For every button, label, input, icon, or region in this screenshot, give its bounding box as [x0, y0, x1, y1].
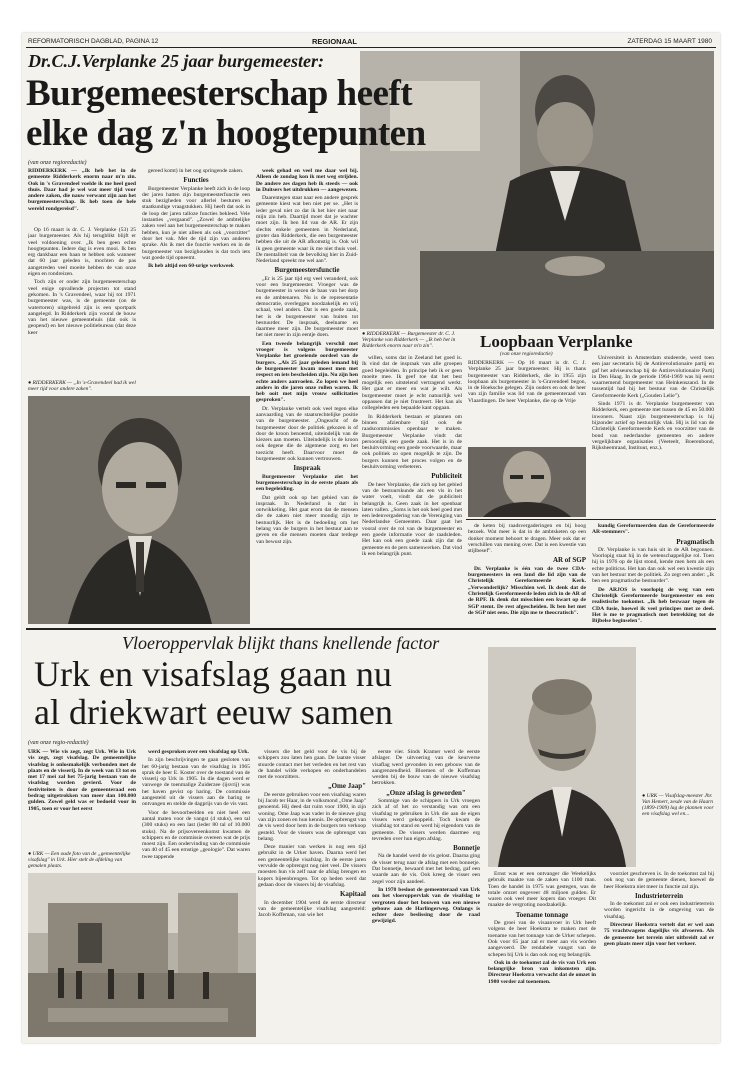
paragraph: Na de handel werd de vis gelost. Daarna ging de visser terug naar de afslag met een bonnetje. Dat bonnetje, bewaard met het bedrag, gaf een waarde aan de vis. Ook kreeg de visser een zegel voor zijn aandeel. [372, 853, 480, 885]
article2-col2 [142, 749, 250, 871]
newspaper-page [22, 33, 720, 1043]
paragraph: Een tweede belangrijk verschil met vroeger is volgens burgemeester Verplanke het groeiende oordeel van de burgers. „Als 25 jaar geleden iemand bij de burgemeester kwam moest men met respect en iets bescheiden zijn. Nu zijn hen echte anders aanvoelen. Zo lopen we heel anders in die jaren onze rollen waren. Ik heb ooit met mijn vrouw sollicitaties gesproken". [256, 340, 358, 404]
paragraph: Sommige van de schippers in Urk vroegen zich af of het zo verstandig was om een visafslag te gebruiken in Urk die aan de eigen vissers werd gekoppeld. Toch kwam de visafslag tot stand en werd hij eigendom van de gemeente. De vissers werden daarmee erg tevreden over hun eigen afslag. [372, 798, 480, 842]
article1-photo-caption: ● RIDDERKERK — Burgemeester dr. C. J. Verplanke van Ridderkerk — „Ik heb het in Ridderkerk enorm naar m'n zin". [362, 331, 456, 350]
header-section: REGIONAAL [312, 37, 357, 46]
article2-byline: (van onze regio-redactie) [28, 740, 89, 746]
article1-byline: (van onze regioredactie) [28, 160, 87, 166]
article1-col3 [256, 168, 358, 623]
paragraph: voorziet geschreven is. In de toekomst zal hij ook nog van de gemeente dienen, hoewel de heer Hoekstra niet meer in functie zal zijn. [604, 871, 714, 890]
subhead-inspraak: Inspraak [293, 464, 321, 473]
paragraph: de keten bij raadsvergaderingen en bij hoog bezoek. Wat meer is dat in de ambtsketen op een donker moment behoort te dragen. Meer ook dat er verschillen van mening over. Dat is een kwestie van stijlbesef". [468, 523, 586, 555]
paragraph: Ernst was er een ontvanger die Weekelijks gebruik maakte van de zaken van 1100 man. Toen de handel in 1975 was gestegen, was de totale omzet ongeveer 48 miljoen gulden. Er waren ook veel meer kopers dan vroeger. Dit maakte de vergroting noodzakelijk. [488, 871, 596, 909]
urk-old-photo [28, 873, 256, 1037]
article1-lead: RIDDERKERK — „Ik heb het in de gemeente Ridderkerk enorm naar m'n zin. Ook in 's Gravendeel voelde ik me heel goed thuis. Daar had je wel wat meer tijd voor andere zaken, die nauw verwant zijn aan het burgemeesterschap. Ik heb toen de hele wereld rondgereisd". [28, 168, 136, 212]
paragraph: vissers die het geld voor de vis bij de schippers zou laten hen gaan. De laatste visser stuurde contact met het verleden en het rest van de handel wilde verkopen en onderhandelen met de voorzitters. [258, 749, 366, 781]
paragraph: Dat geldt ook op het gebied van de inspraak. In Nederland is dat in ontwikkeling. Het gaat erom dat de mensen die de zaken niet meer mondig zijn te bestuurlijk. Het is de bedoeling om het belang van de burgers in het bestuur aan te geven en die mensen moeten daar terdege van bewust zijn. [256, 494, 358, 545]
paragraph: gereed komt) in het oog springende zaken. [148, 168, 244, 174]
subhead-pragmatisch: Pragmatisch [676, 537, 714, 546]
paragraph: Dr. Verplanke is één van de twee CDA-burgemeesters in een land die lid zijn van de Christelijk Gereformeerde Kerk. „Verwonderlijk? Misschien wel. Ik denk dat de Christelijk Gereformeerde leden zich in de AR of de RPF. Ik denk dat misschien een kwart op de SGP stemt. De rest afgescheiden. Ik ben het met de SGP niet eens. Die zijn me te theocratisch". [468, 565, 586, 616]
paragraph: In 1978 besloot de gemeenteraad van Urk om het vloeroppervlak van de visafslag te vergroten door het bouwen van een nieuwe gebouw aan de Harlingerweg. Onlangs is echter deze beslissing door de raad gewijzigd. [372, 886, 480, 925]
article2-photo-caption: ● URK — Een oude foto van de „gemeentelijke visafslag" in Urk. Hier stelt de afdeling van gemalen plaats. [28, 851, 131, 870]
subhead-industrieterrein: Industrieterrein [634, 891, 684, 900]
article1-headline-line2: elke dag z'n hoogtepunten [26, 113, 426, 154]
paragraph: Deze manier van werken is nog een tijd gebruikt in de Urker haven. Daarna werd het een gemeentelijke visafslag. In de eerste jaren vervulde de opbrengst nog niet veel. De vissers moesten hun vis zelf naar de afslag brengen en kopers bijeenbrengen. Tot op heden werd dat gedaan door de vissers bij de visafslag. [258, 844, 366, 888]
van-hemert-portrait [488, 647, 636, 867]
paragraph: willen, soms dat in Zeeland het goed is. Ik vind dat de inspraak van alle groepen goed begeleiden. In principe heb ik er geen moeite mee. Ik geef toe dat het best mogelijk een uitstelend vertragend werkt. Het gaat er meer en wat je wilt. Als burgemeester moet je echt natuurlijk wel oppassen dat je niet frustreert. Het kan als collegeleden een bepaalde kant opgaan. [362, 355, 462, 412]
paragraph: Universiteit in Amsterdam studeerde, werd toen een jaar secretaris bij de Antirevolutionaire partij en gaf het adviseurschap bij de Antirevolutionaire Partij in Den Haag. In de periode 1964-1969 was hij eerst waarnemend burgemeester van Heinkenszand. In de tussentijd had hij het bestuur van de Christelijk Gereformeerde Kerk („Gouden Lelie"). [592, 355, 714, 399]
subhead-kapitaal: Kapitaal [339, 890, 366, 899]
visafslag-illustration [28, 873, 256, 1037]
paragraph: De groei van de visaanvoer in Urk heeft volgens de heer Hoekstra te maken met de toename van het tonnage van de Urker schepen. Ook voor 65 jaar zal er meer aan vis worden aangevoerd. De rendabele vangst van de schepen bij Urk is dan ook nog erg belangrijk. [488, 920, 596, 958]
article2-col5 [488, 871, 596, 1039]
paragraph: Burgemeester Verplanke ziet het burgemeesterschap in de eerste plaats als een begeleiding. [256, 473, 358, 493]
paragraph: Sinds 1971 is dr. Verplanke burgemeester van Ridderkerk, een gemeente met tussen de 45 en 50.000 inwoners. Naast zijn burgemeesterschap is hij bijzonder actief op bestuurlijk vlak. Hij is lid van de Christelijk Gereformeerde Kerk en voorzitter van de bond van nederlandse gemeenten en andere vergelijkbare organisaties (Veeteelt, Boerenbond, Rijksheemraad, Instituut, enz.). [592, 401, 714, 452]
subhead-ome-jaap: „Ome Jaap" [328, 782, 366, 791]
article2-kicker: Vloeroppervlak blijkt thans knellende factor [122, 633, 440, 653]
article2-lead: URK — Wie vis zegt, zegt Urk. Wie in Urk vis zegt, zegt visafslag. De gemeentelijke visafslag is onlosmakelijk verbonden met de plaats en de visserij. In de week van 13 tot en met 17 mei zal het 75-jarig bestaan van de visafslag worden gevierd. Voor de festiviteiten is door de gemeenteraad een bedrag uitgetrokken van meer dan 100.000 gulden. Zowel geld was er bedoeld voor in 1905, toen er voor het eerst [28, 749, 136, 812]
paragraph: „Er is 25 jaar tijd erg veel veranderd, ook voor een burgemeester. Vroeger was de burgemeester in wezen de baas van het dorp en de ambtenaren. Nu is de representatie democratie, overleggen noodzakelijk en vrij schaal, veel anders. Dat is een goede zaak, het is de burgemeester van buiten tot bestuurder. De inspraak, deelname en daarmee meer zijn. De burgemeester moet het niet meer in zijn eentje doen. [256, 275, 358, 339]
paragraph: Daarentegen staat naar een andere gesprek gemeente kiest wat ben niet per se. „Het is ieder geval niet zo dat ik het hier niet naar mijn zin heb. Daartijd moet dat je wachter moet zijn. Ik ben lid van de AR. Er zijn slechts enkele gemeenten in Nederland, groter dan Ridderkerk, die een burgemeester hebben die uit de AR afkomstig is. Ook wil ik geen gemeente waar ik me niet thuis voel. De mentaliteit van de bevolking hier in Zuid-Nederland spreekt me wel aan". [256, 195, 358, 265]
subhead-functies: Functies [183, 176, 209, 185]
verplanke-desk-illustration [360, 51, 714, 329]
paragraph: In zijn beschrijvingen te gaan gesloten van het 60-jarig bestaan van de visafslag in 1965 sprak de heer E. Koster over de toestand van de visserij op Urk in 1905. In die dagen werd er vanwege de toenmalige Zuiderzee (ijsvrij) was het haven gevist op haring. De commissie aangesteld uit de vissers aan de haring te ontvangen en stelde de dagprijs van de vis vast. [142, 757, 250, 808]
article2-headline-line2: al driekwart eeuw samen [34, 692, 393, 732]
subhead-ar-of-sgp: AR of SGP [552, 556, 586, 565]
paragraph: Ik heb altijd een 60-urige werkweek [148, 263, 234, 270]
paragraph: Dr. Verplanke vertelt ook veel tegen elke aanvaarding van de staatsrechtelijke positie van de burgemeester. „Ongeacht of de burgemeester door de politiek gekozen is of door de kroon benoemd, uiteindelijk van de kiezers aan moeten. Uiteindelijk is de kroon ook degene die de algemene zorg en het toezicht heeft. Daarvoor moet de burgemeester ook kunnen vertrouwen. [256, 405, 358, 463]
article2-headline-line1: Urk en visafslag gaan nu [34, 654, 392, 694]
paragraph: Burgemeester Verplanke heeft zich in de loop der jaren hatten zijn burgemeesterfunctie een stuk bezigheden voor allerlei besturen en staatkundige vraagstukken. Hij heeft dat ook in de loop der jaren talloze functies bekleed. Vele instanties „vergaand". „Zowel de ambtelijke zaken veel aan het burgemeesterschap te maken hebben, kun je niet alleen als ook „voorzitter" door het vak. Met de tijd zijn van anderen sprake. Als ik met die functie werken en in de burgemeester van bezighouden is dat toch iets wat goede tijd opneemt. [142, 185, 250, 261]
paragraph: De heer Verplanke, die zich op het gebied van de bestuurskunde als een vis in het water voelt, vindt dat de publiciteit belangrijk is. Geen zaak in het openbaar laten vallen. „Soms is het ook heel goed met een ledenvergadering van de Vereniging van Nederlandse Gemeenten. Daar gaat het vooral over de rol van de burgemeester en een goede informatie voor de raadsleden. Het kan ook een goede zaak zijn dat de gemeente en de pers samenwerken. Dat vind ik een belangrijk punt. [362, 481, 462, 557]
paragraph: Dr. Verplanke is van huis uit in de AR begonnen. Voorlopig staat hij in de wetenschappelijke rol. Toen hij in 1976 op de lijst stond, kende men hem als een echte politicus. Het kan dan ook wel een kwestie zijn van het bestuur met de politiek. Zo zegt een ander: „Ik ben een pragmatische bestuurder". [592, 546, 714, 585]
paragraph: De eerste gebruiken voor een visafslag waren bij Jacob ter Haar, in de volksmond „Ome Jaap" genoemd. Hij deed dat ruim voor 1900, in zijn woning. Ome Jaap was vader in de nieuwe ging van zijn zonen en hun kennis. De opbrengst van de vis werd door hem in de burgers ten verkoop gesteld. Voor de vissers was de opbrengst van belang. [258, 791, 366, 842]
small-portrait-illustration [468, 447, 586, 517]
article1-kicker: Dr.C.J.Verplanke 25 jaar burgemeester: [28, 51, 325, 71]
sidebar-col1: RIDDERKERK — Op 16 maart is dr. C. J. Verplanke 25 jaar burgemeester. Hij is thans burgemeester van Ridderkerk, die in 1955 zijn loopbaan als burgemeester in 's-Gravendeel begon, in de Hoeksche gelegen. Zijn ouders en ook de heer van zijn familie was lid van de gemeenteraad van Vlaardingen. De heer Verplanke, die op de Vrije [468, 360, 586, 404]
article1-col2 [142, 168, 250, 393]
sidebar-col2 [592, 355, 714, 515]
header-left: REFORMATORISCH DAGBLAD, PAGINA 12 [28, 38, 159, 45]
article-separator [26, 628, 716, 630]
paragraph: kundig Gereformeerden dan de Gereformeerde AR-stemmers". [592, 523, 714, 536]
van-hemert-illustration [488, 647, 636, 867]
subhead-toename-tonnage: Toename tonnage [515, 910, 569, 919]
paragraph: eerste vier. Sinds Kramer werd de eerste afslager. De uitvoering van de keurverse visaflag werd gevonden in een gebouw van de aangrenzendheid. Bloemen of de Koffeman werden bij de bouw van de nieuwe visafslag betrokken. [372, 749, 480, 787]
paragraph: werd gesproken over een visafslag op Urk. [148, 749, 249, 755]
sidebar-rule [466, 519, 716, 520]
verplanke-photo-desk [360, 51, 714, 329]
paragraph: Ook in de toekomst zal de vis van Urk een belangrijke bron van inkomsten zijn. Directeur Hoekstra verwacht dat de omzet in 1980 verder zal toenemen. [488, 959, 596, 985]
verplanke-portrait-illustration [28, 396, 250, 624]
subhead-publiciteit: Publiciteit [431, 472, 462, 481]
article1-col4 [362, 355, 462, 623]
paragraph: Op 16 maart is dr. C. J. Verplanke (53) 25 jaar burgemeester. Als hij terugblikt blijft er veel voldoening over. „Ik ben geen echte hoogtepunten. Iedere dag is even mooi. Ik ben erg dankbaar een baan te hebben ook wanneer dat 60 jaar geleden is, mochten de pas aangetreden veel moeite hebben de van onze eigen en rondreizen. [28, 227, 136, 278]
paragraph: In Ridderkerk bestaan er plannen om binnen afzienbare tijd ook de raadscommissies openbaar te maken. Burgemeester Verplanke vindt dat persoonlijk een goede zaak. Het is in de besluitvorming een goede voorwaarde, maar ook politiek zo open mogelijk te zijn. De burgers kunnen het proces volgen en de besluitvorming verbeteren. [362, 413, 462, 471]
article2-col4 [372, 749, 480, 1039]
article2-col3 [258, 749, 366, 1039]
sidebar-byline: (van onze regioredactie) [500, 351, 553, 357]
verplanke-small-photo [468, 447, 586, 517]
subhead-onze-afslag: „Onze afslag is geworden" [386, 788, 466, 797]
article1-headline-line1: Burgemeesterschap heeft [26, 73, 413, 114]
verplanke-portrait-photo [28, 396, 250, 624]
portrait-caption: ● URK — Visafslag-meester Jhr. Van Hemert, zesde van de Haarn (1899-1909) lag de plannen voor een visafslag wel en... [642, 793, 714, 818]
paragraph: De ARJOS is voorlopig de weg van een Christelijk Gereformeerde burgemeester en een realistische toekomst. „Ik heb bezwaar tegen de CDA fusie, hoewel ik veel principes met ze deel. Het is me te pragmatisch met betrekking tot de Bijbelse beginselen". [592, 586, 714, 623]
paragraph: Directeur Hoekstra vertelt dat er wel aan 75 vrachtwagens dagelijks vis afvoeren. Als de gemeente het terrein niet uitbreidt zal er geen plaats meer zijn voor het verkeer. [604, 922, 714, 947]
article1-caption-small: ● RIDDERKERK — „In 's-Gravendeel had ik wel meer tijd voor andere zaken". [28, 380, 136, 393]
article1-col5 [468, 523, 586, 623]
header-rule [26, 47, 716, 48]
article1-col6 [592, 523, 714, 623]
sidebar-title: Loopbaan Verplanke [480, 332, 633, 351]
paragraph: In de toekomst zal er ook een industrieterrein worden ingericht in de omgeving van de visafslag. [604, 901, 714, 920]
paragraph: Voor de bevoorbeelden en niet heel een aantal maten voor de vangst (4 stuks), een tal (300 stuks) en een last (ieder 80 tal of 10.000 stuks). Na de prijsovereenkomst kwamen de schippers en de commissie overeen wat de prijs moest zijn. Een ondervinding van de commissie van 40 of 45 een ernstige „geologie". Dat waren twee tappende [142, 809, 250, 860]
subhead-burgemeestersfunctie: Burgemeestersfunctie [274, 266, 340, 275]
header-date: ZATERDAG 15 MAART 1980 [627, 38, 712, 45]
article1-col1 [28, 227, 136, 379]
paragraph: Toch zijn er onder zijn burgemeesterschap veel enige opvallende projecten tot stand gekomen. In 's Gravendeel, waar hij tot 1971 burgemeester was, is de gemeente (on de watertoren) uitgebreid zijn is een sportpark aangelegd. In Ridderkerk zijn vooral de bouw van het nieuwe gemeentehuis (dat ook is geopend) en het nieuwe politiebureau (dat deze keer [28, 279, 136, 336]
paragraph: week gehad en veel me daar wel bij. Alleen de zondag kon ik met weg strijden. De andere zes dagen heb ik steeds — ook in Duitsers het uitdrukken — aangewezen. [256, 168, 358, 193]
article2-col6 [604, 871, 714, 1039]
subhead-bonnetje: Bonnetje [453, 844, 480, 853]
paragraph: In december 1904 werd de eerste directeur van de gemeentelijke visafslag aangesteld: Jacob Koffeman, van wie het [258, 899, 366, 919]
